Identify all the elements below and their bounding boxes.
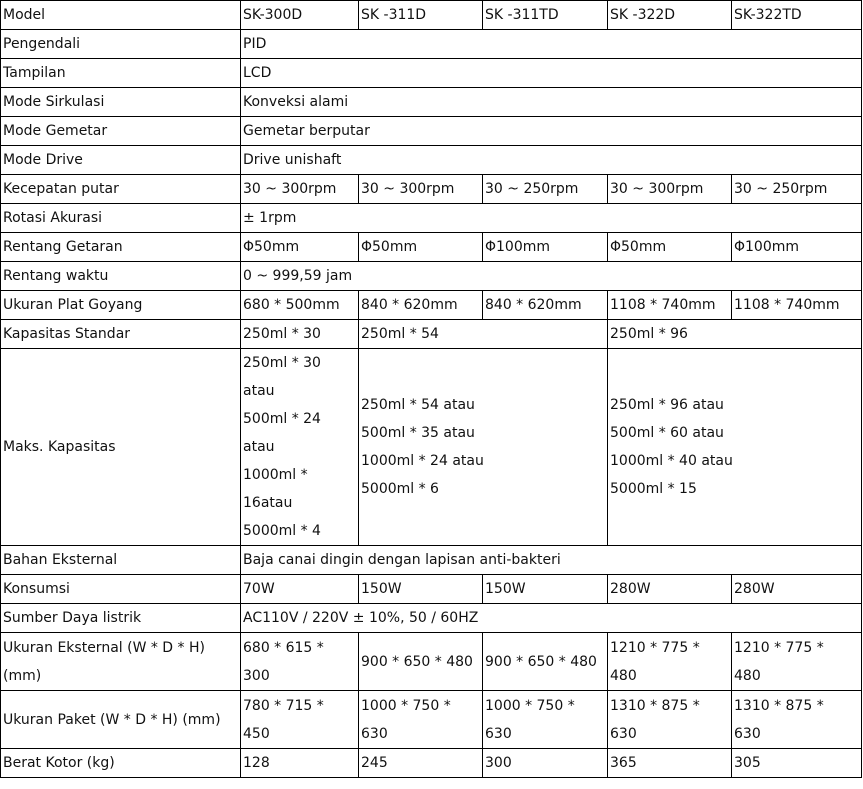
table-cell [359,691,483,749]
cell-line: 450 [243,725,270,742]
table-cell [732,633,862,691]
value-time-range: 0 ~ 999,59 jam [241,262,862,291]
capacity-line: 250ml * 30 [243,355,321,371]
table-cell: Φ100mm [483,233,608,262]
row-max-capacity [1,349,862,546]
cell-line: 1310 * 875 * [610,697,700,714]
capacity-line: 5000ml * 15 [610,481,697,497]
label-power-supply: Sumber Daya listrik [1,604,241,633]
table-cell [241,633,359,691]
capacity-line: atau [243,383,275,399]
label-model: Model [1,1,241,30]
table-cell: 280W [732,575,862,604]
table-cell [608,349,862,546]
row-shaking-plate-size [1,291,862,320]
cell-line: 630 [485,725,512,742]
row-consumption [1,575,862,604]
row-model [1,1,862,30]
capacity-line: 250ml * 96 atau [610,397,724,413]
label-max-capacity: Maks. Kapasitas [1,349,241,546]
table-cell: 30 ~ 250rpm [732,175,862,204]
table-cell: 30 ~ 300rpm [241,175,359,204]
cell-line: 1000 * 750 * [361,697,451,714]
model-sk-322d: SK -322D [608,1,732,30]
label-time-range: Rentang waktu [1,262,241,291]
label-line: Ukuran Eksternal (W * D * H) [3,639,205,656]
capacity-line: 1000ml * 40 atau [610,453,733,469]
label-vibration-range: Rentang Getaran [1,233,241,262]
value-shaking-mode: Gemetar berputar [241,117,862,146]
row-rotation-accuracy [1,204,862,233]
value-power-supply: AC110V / 220V ± 10%, 50 / 60HZ [241,604,862,633]
table-cell [483,691,608,749]
table-cell [241,691,359,749]
table-cell: 250ml * 54 [359,320,608,349]
model-sk-311td: SK -311TD [483,1,608,30]
label-line: (mm) [3,667,42,684]
table-cell: 305 [732,749,862,778]
row-circulation-mode [1,88,862,117]
label-circulation-mode: Mode Sirkulasi [1,88,241,117]
value-circulation-mode: Konveksi alami [241,88,862,117]
capacity-line: 250ml * 54 atau [361,397,475,413]
table-cell [608,633,732,691]
capacity-line: atau [243,439,275,455]
table-cell: 840 * 620mm [359,291,483,320]
row-display [1,59,862,88]
cell-line: 1210 * 775 * [734,639,824,656]
table-cell: 128 [241,749,359,778]
table-cell: 680 * 500mm [241,291,359,320]
model-sk-300d: SK-300D [241,1,359,30]
row-external-size [1,633,862,691]
table-cell: 1108 * 740mm [732,291,862,320]
row-power-supply [1,604,862,633]
table-cell [732,691,862,749]
row-shaking-mode [1,117,862,146]
row-drive-mode [1,146,862,175]
cell-line: 680 * 615 * [243,639,324,656]
value-rotation-accuracy: ± 1rpm [241,204,862,233]
label-shaking-plate-size: Ukuran Plat Goyang [1,291,241,320]
label-standard-capacity: Kapasitas Standar [1,320,241,349]
cell-line: 480 [734,667,761,684]
label-drive-mode: Mode Drive [1,146,241,175]
value-drive-mode: Drive unishaft [241,146,862,175]
label-controller: Pengendali [1,30,241,59]
model-sk-311d: SK -311D [359,1,483,30]
model-sk-322td: SK-322TD [732,1,862,30]
row-vibration-range [1,233,862,262]
table-cell: Φ50mm [608,233,732,262]
label-package-size: Ukuran Paket (W * D * H) (mm) [1,691,241,749]
label-gross-weight: Berat Kotor (kg) [1,749,241,778]
table-cell: 280W [608,575,732,604]
value-external-material: Baja canai dingin dengan lapisan anti-bakteri [241,546,862,575]
label-rotation-accuracy: Rotasi Akurasi [1,204,241,233]
label-display: Tampilan [1,59,241,88]
cell-line: 630 [610,725,637,742]
value-display: LCD [241,59,862,88]
table-cell: 30 ~ 250rpm [483,175,608,204]
table-cell: 840 * 620mm [483,291,608,320]
row-standard-capacity [1,320,862,349]
cell-line: 1000 * 750 * [485,697,575,714]
capacity-line: 500ml * 24 [243,411,321,427]
row-controller [1,30,862,59]
capacity-line: 1000ml * [243,467,308,483]
row-gross-weight [1,749,862,778]
table-cell: 300 [483,749,608,778]
table-cell: 30 ~ 300rpm [608,175,732,204]
value-controller: PID [241,30,862,59]
cell-line: 480 [610,667,637,684]
label-rotation-speed: Kecepatan putar [1,175,241,204]
cell-line: 1310 * 875 * [734,697,824,714]
row-external-material [1,546,862,575]
label-external-material: Bahan Eksternal [1,546,241,575]
label-shaking-mode: Mode Gemetar [1,117,241,146]
table-cell: 250ml * 96 [608,320,862,349]
cell-line: 900 * 650 * 480 [361,653,473,670]
table-cell: 1108 * 740mm [608,291,732,320]
capacity-line: 5000ml * 6 [361,481,439,497]
cell-line: 900 * 650 * 480 [485,653,597,670]
table-cell: Φ100mm [732,233,862,262]
capacity-line: 500ml * 35 atau [361,425,475,441]
table-cell: 245 [359,749,483,778]
cell-line: 300 [243,667,270,684]
table-cell: 250ml * 30 [241,320,359,349]
table-cell [359,633,483,691]
capacity-line: 500ml * 60 atau [610,425,724,441]
table-cell: 365 [608,749,732,778]
table-cell: 30 ~ 300rpm [359,175,483,204]
table-cell [241,349,359,546]
label-consumption: Konsumsi [1,575,241,604]
table-cell: 70W [241,575,359,604]
capacity-line: 16atau [243,495,293,511]
cell-line: 630 [734,725,761,742]
table-cell: Φ50mm [241,233,359,262]
cell-line: 630 [361,725,388,742]
row-package-size [1,691,862,749]
row-time-range [1,262,862,291]
table-cell: Φ50mm [359,233,483,262]
table-cell [608,691,732,749]
table-cell: 150W [359,575,483,604]
row-rotation-speed [1,175,862,204]
label-external-size [1,633,241,691]
table-cell: 150W [483,575,608,604]
table-cell [483,633,608,691]
capacity-line: 1000ml * 24 atau [361,453,484,469]
cell-line: 1210 * 775 * [610,639,700,656]
cell-line: 780 * 715 * [243,697,324,714]
capacity-line: 5000ml * 4 [243,523,321,539]
table-cell [359,349,608,546]
